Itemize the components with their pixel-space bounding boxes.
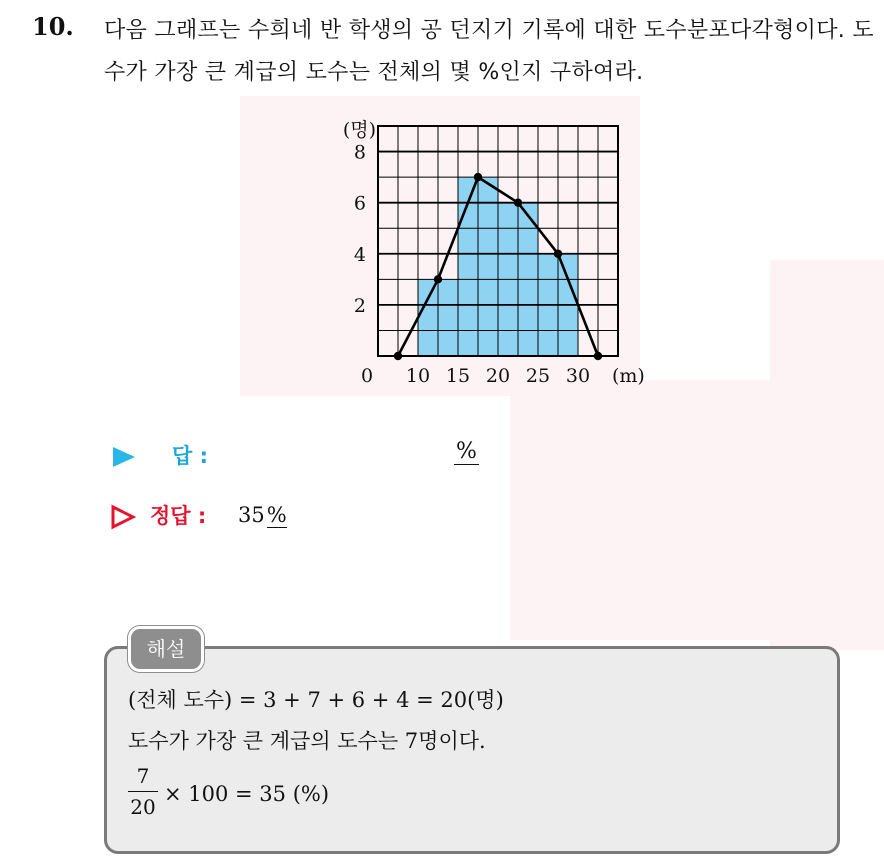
origin-label: 0 <box>360 365 374 387</box>
y-tick-label: 4 <box>353 243 366 266</box>
x-axis-label: (m) <box>612 365 645 387</box>
correct-answer-unit: % <box>266 503 287 527</box>
answer-label: 답 : <box>172 444 208 468</box>
x-tick-label: 25 <box>525 365 551 387</box>
explanation-fraction <box>128 764 158 819</box>
fraction-denominator: 20 <box>130 795 156 819</box>
explanation-line-3: × 100 = 35 (%) <box>164 782 330 806</box>
question-number: 10. <box>32 12 74 41</box>
y-tick-label: 6 <box>353 192 366 215</box>
answer-unit: % <box>456 439 477 464</box>
question-text: 다음 그래프는 수희네 반 학생의 공 던지기 기록에 대한 도수분포다각형이다. 도수가 가장 큰 계급의 도수는 전체의 몇 %인지 구하여라. <box>104 18 874 85</box>
polygon-point <box>474 173 482 181</box>
correct-answer-label: 정답 : <box>150 504 207 528</box>
fraction-bar <box>128 791 158 792</box>
polygon-point <box>594 352 602 360</box>
correct-answer-arrow-icon <box>110 504 136 530</box>
polygon-point <box>514 198 522 206</box>
correct-answer-number: 35 <box>238 503 265 527</box>
y-tick-label: 8 <box>353 141 366 164</box>
x-tick-label: 15 <box>445 365 471 387</box>
x-tick-label: 20 <box>485 365 511 387</box>
fraction-numerator: 7 <box>136 764 150 788</box>
y-axis-label: (명) <box>342 119 376 141</box>
polygon-point <box>394 352 402 360</box>
x-tick-label: 10 <box>405 365 431 387</box>
faint-watermark-block <box>770 260 884 650</box>
explanation-line-1: (전체 도수) = 3 + 7 + 6 + 4 = 20(명) <box>128 688 504 712</box>
explanation-tab: 해설 <box>128 626 204 672</box>
answer-arrow-icon <box>113 447 135 467</box>
frequency-polygon-chart <box>320 108 660 398</box>
chart-grid <box>378 126 618 356</box>
correct-answer-value <box>238 503 287 527</box>
explanation-line-2: 도수가 가장 큰 계급의 도수는 7명이다. <box>128 729 486 753</box>
x-tick-label: 30 <box>565 365 591 387</box>
polygon-point <box>554 250 562 258</box>
y-tick-label: 2 <box>353 294 366 317</box>
polygon-point <box>434 275 442 283</box>
